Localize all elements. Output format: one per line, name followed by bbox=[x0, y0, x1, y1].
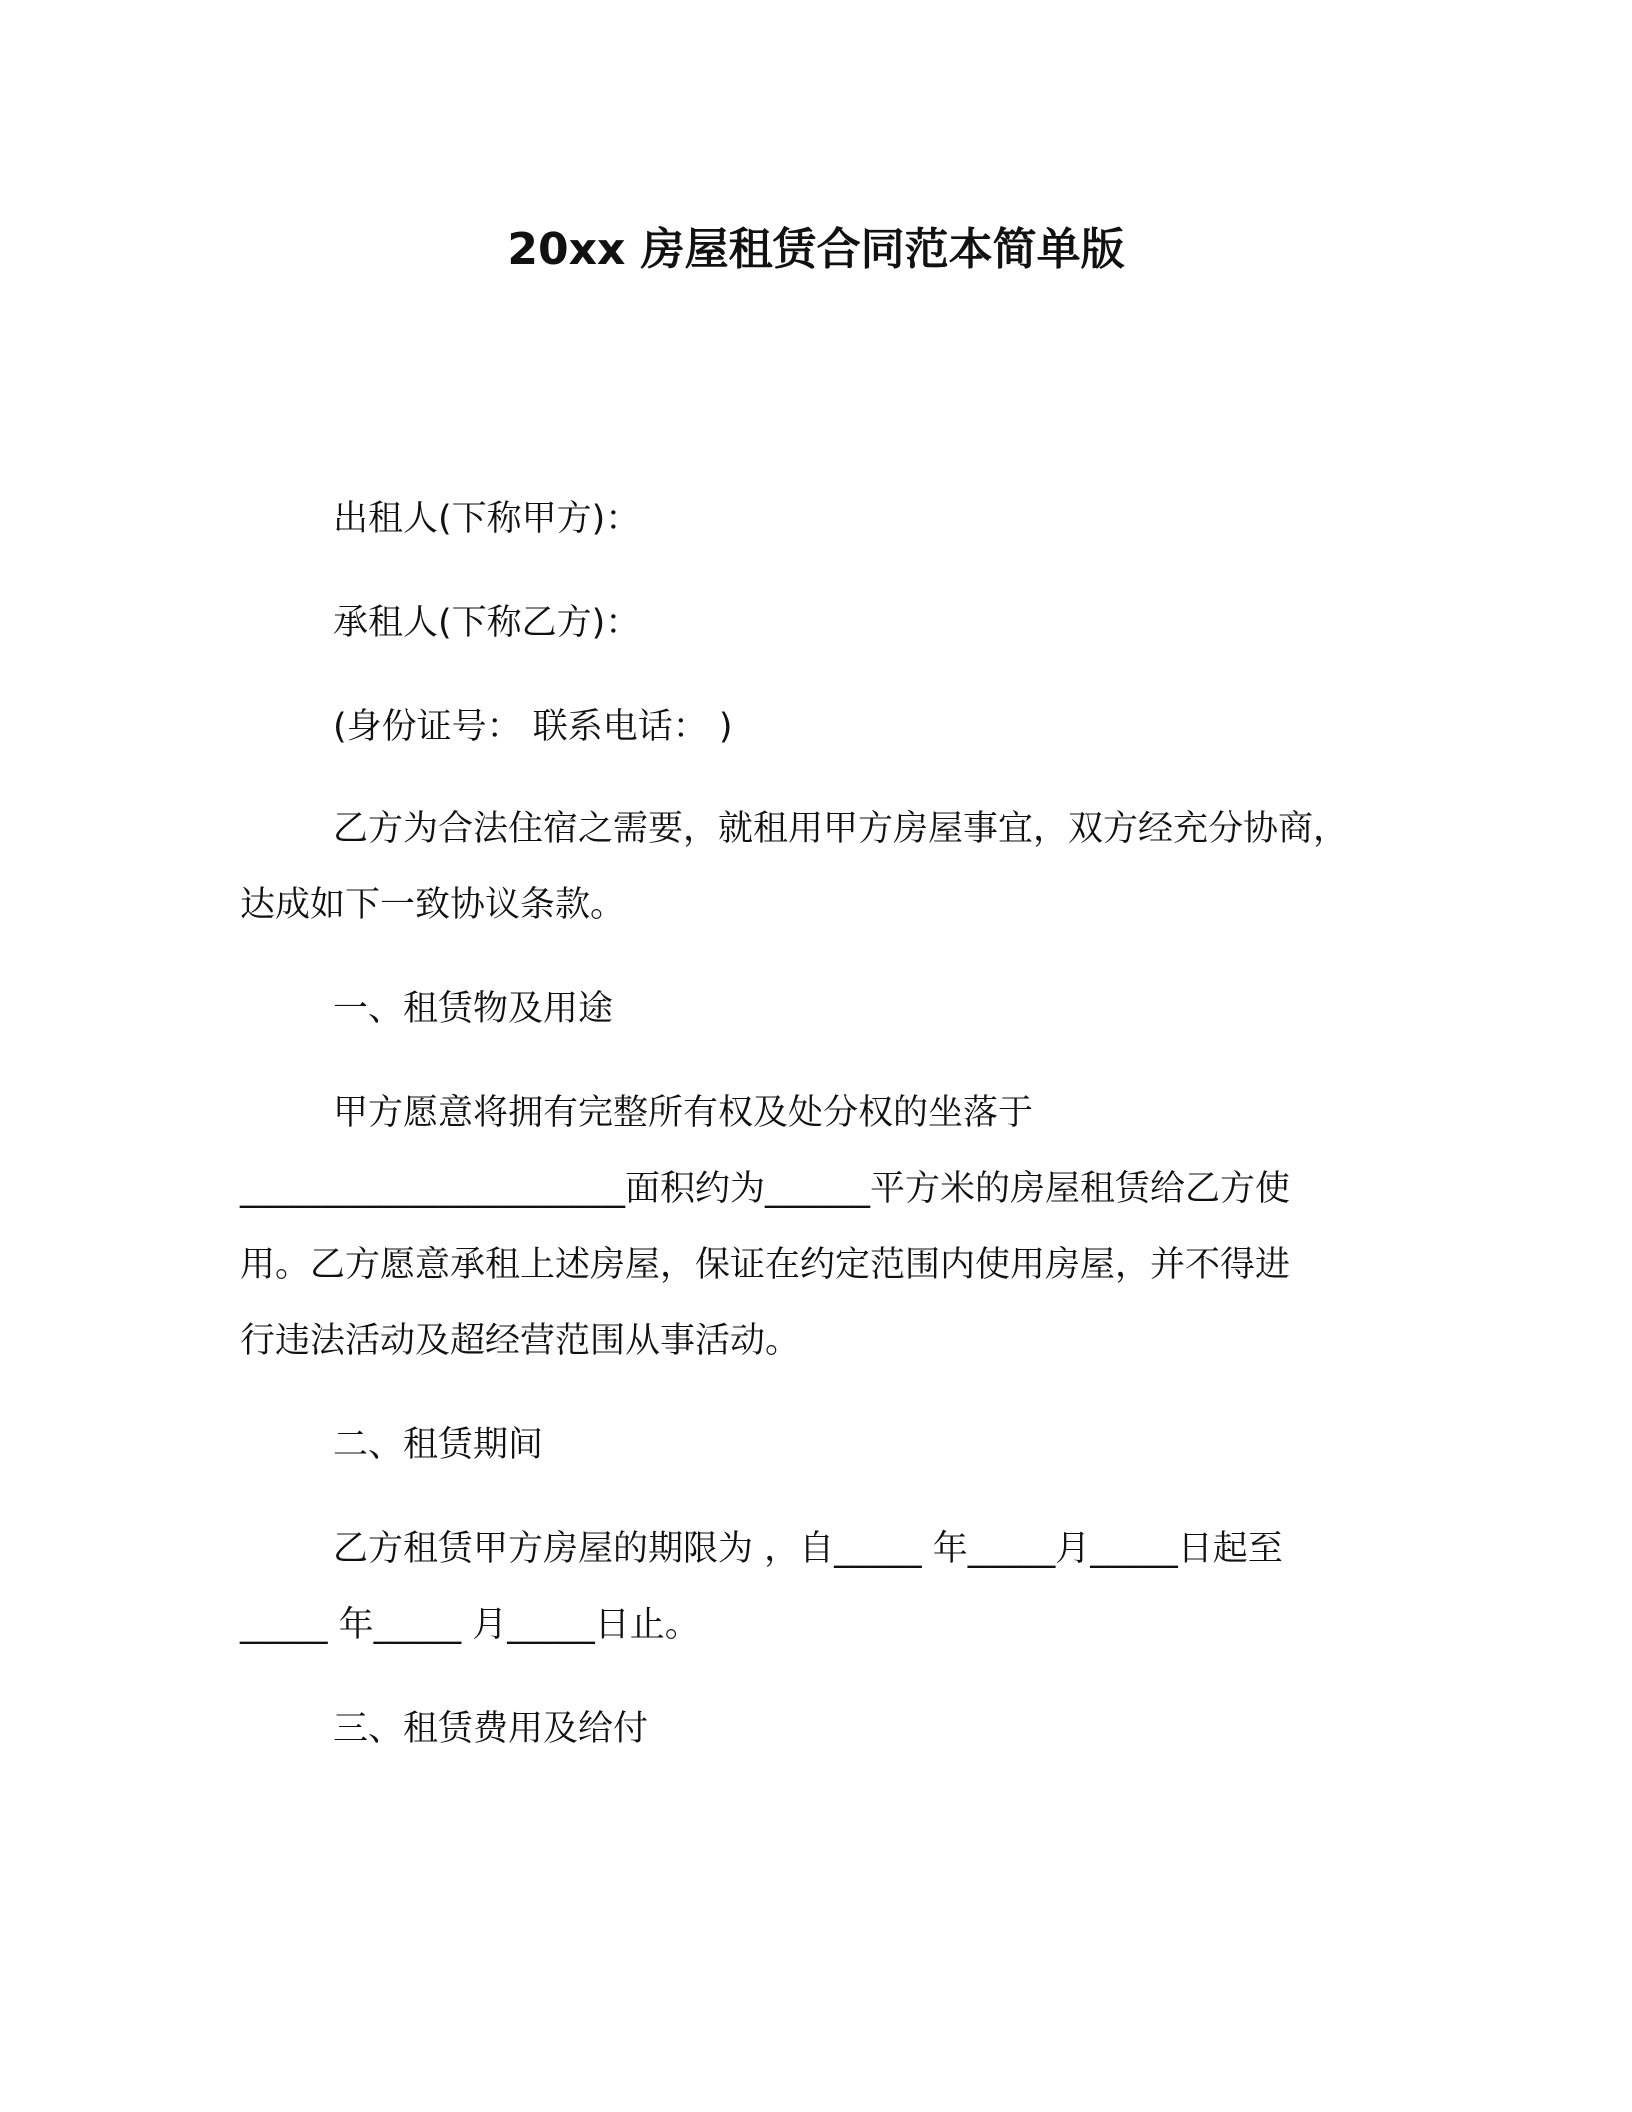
section-heading-2: 二、租赁期间 bbox=[333, 1425, 544, 1465]
section-1-text-line-4: 行违法活动及超经营范围从事活动。 bbox=[240, 1321, 801, 1361]
section-2-text-line-1: 乙方租赁甲方房屋的期限为 ，自_____ 年_____月_____日起至 bbox=[333, 1529, 1283, 1569]
section-2-text-line-2: _____ 年_____ 月_____日止。 bbox=[240, 1605, 700, 1645]
document-title: 20xx 房屋租赁合同范本简单版 bbox=[507, 224, 1125, 275]
preamble-line-1: 乙方为合法住宿之需要，就租用甲方房屋事宜，双方经充分协商， bbox=[333, 809, 1349, 849]
section-1-text-line-1: 甲方愿意将拥有完整所有权及处分权的坐落于 bbox=[333, 1093, 1034, 1133]
section-heading-3: 三、租赁费用及给付 bbox=[333, 1709, 649, 1749]
section-1-text-line-3: 用。乙方愿意承租上述房屋，保证在约定范围内使用房屋，并不得进 bbox=[240, 1245, 1291, 1285]
id-contact-line: (身份证号： 联系电话： ) bbox=[333, 707, 733, 747]
section-1-text-line-2: ______________________面积约为______平方米的房屋租赁给乙方使 bbox=[240, 1169, 1291, 1209]
lessee-line: 承租人(下称乙方)： bbox=[333, 603, 641, 643]
lessor-line: 出租人(下称甲方)： bbox=[333, 499, 641, 539]
section-heading-1: 一、租赁物及用途 bbox=[333, 989, 614, 1029]
preamble-line-2: 达成如下一致协议条款。 bbox=[240, 885, 626, 925]
